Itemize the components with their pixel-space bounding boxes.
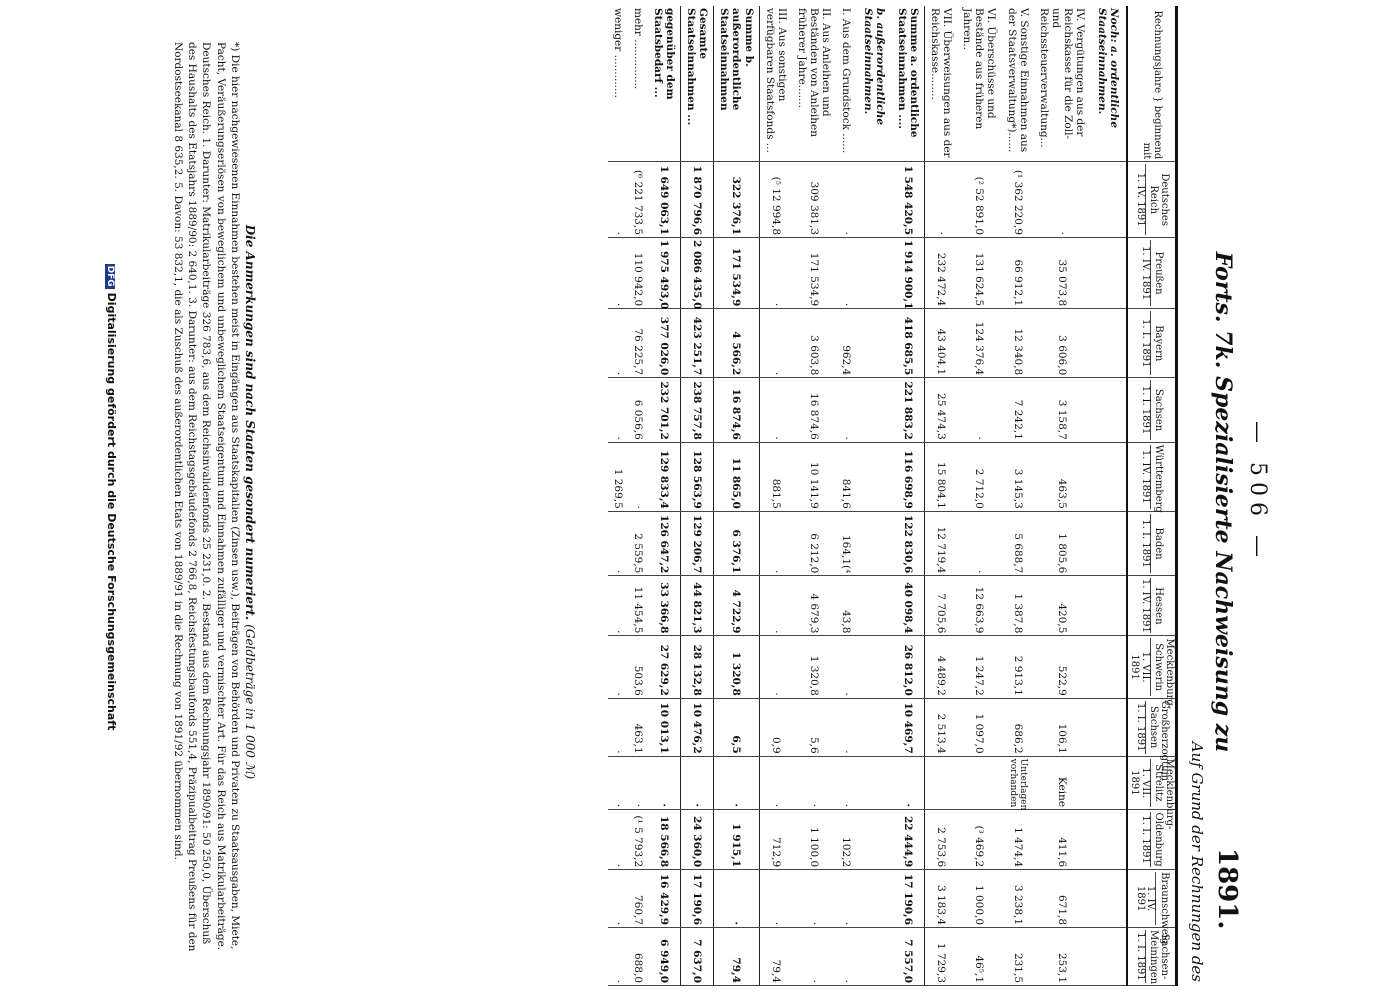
header-state-start: 1. IV. 1891 [1140,445,1152,509]
table-row [628,6,648,986]
table-cell: 232 701,2 [648,378,681,443]
table-cell: 79,4 [714,928,759,986]
notes-heading-text: Die Anmerkungen sind nach Staaten gesondert numeriert. [243,224,257,620]
table-cell: 22 444,9 [892,810,925,870]
header-state-name: Deutsches Reich [1148,173,1170,226]
table-cell: 3 606,0 [1034,309,1090,378]
table-cell: 1 000,0 [957,870,1001,928]
row-label: b. außerordentliche Staatseinnahmen. [856,6,892,162]
table-row [1090,6,1127,986]
table-cell [856,576,892,636]
table-row [925,6,958,986]
star-note: *) Die hier nachgewiesenen Einnahmen bestehen meist in Eingängen aus Staatskapitalien (Zinsen usw.), Beiträgen von Behörden und Privaten zu Staatsausgaben, Miete, Pacht, Veräußerungserlösen von beweglichem und unbeweglichem Staatseigentum und Einnahmen zufälliger und vermischter Art. Für das Reich aus Matrikularbeiträge. [214,42,241,951]
table-cell: 10 141,9 [792,442,836,511]
table-cell [856,870,892,928]
table-cell [856,698,892,756]
table-cell: (⁵ 12 994,8 [759,162,792,238]
table-cell: · [836,378,856,443]
table-cell: 116 698,9 [892,442,925,511]
table-cell: 2 086 435,0 [681,238,714,309]
notes-heading [242,42,258,962]
table-cell: 129 206,7 [681,511,714,576]
table-cell: · [792,756,836,809]
header-state [1127,162,1177,238]
table-cell: (⁶ 221 733,5 [628,162,648,238]
reich-note: Deutsches Reich. 1. Darunter: Matrikularbeiträge 326 783,6, aus dem Reichsinvalidenfonds 25 231,0. 2. Bestand aus dem Rechnungsjahr 1890/91: 50 250,0, Überschuß des Haushalts des Etatsjahrs 1889/90: 2 640,1. 3. Darunter: aus dem Reichstagsgebäudefonds 2 766,8, Reichsfestungsbaufonds 551,4, Präzipualbeitrag Preußens für den Nordostseekanal 8 635,2. 5. Davon: 53 832,1, die als Zuschuß des außerordentlichen Etats von 1889/91 in die Rechnung von 1891/92 übernommen sind. [172,42,213,952]
header-state-name: Braunschweig [1158,872,1170,945]
table-cell: · [608,810,628,870]
table-cell: 1 320,8 [792,636,836,698]
table-cell: 12 340,8 [1002,309,1034,378]
table-cell: 1 320,8 [714,636,759,698]
table-cell: 12 719,4 [925,511,958,576]
header-fiscal-year: Rechnungsjahre } beginnend mit [1127,6,1177,162]
table-cell: · [836,698,856,756]
table-cell: 7 242,1 [1002,378,1034,443]
table-cell: 10 476,2 [681,698,714,756]
table-cell: 1 247,2 [957,636,1001,698]
table-cell: (¹ 362 220,9 [1002,162,1034,238]
table-cell: · [608,238,628,309]
table-cell: 2 559,5 [628,511,648,576]
table-row [856,6,892,986]
header-state-start: 1. I. 1891 [1134,701,1146,754]
table-cell: 102,2 [836,810,856,870]
table-cell: · [608,698,628,756]
table-cell: 129 833,4 [648,442,681,511]
table-cell: 46⁵,1 [957,928,1001,986]
table-cell: 126 647,2 [648,511,681,576]
table-cell: 27 629,2 [648,636,681,698]
row-label: Summe a. ordentliche Staatseinnahmen .... [892,6,925,162]
table-cell: 4 489,2 [925,636,958,698]
table-cell: 1 870 796,6 [681,162,714,238]
table-cell: · [628,756,648,809]
row-label: mehr ............... [628,6,648,162]
table-cell: 309 381,3 [792,162,836,238]
table-cell: 12 663,9 [957,576,1001,636]
table-cell: · [608,511,628,576]
table-cell: 231,5 [1002,928,1034,986]
table-cell: 4 566,2 [714,309,759,378]
table-cell: 1 269,5 [608,442,628,511]
table-cell: 522,9 [1034,636,1090,698]
table-cell: · [608,162,628,238]
table-cell: (¹ 5 793,2 [628,810,648,870]
table-cell: 17 190,6 [681,870,714,928]
table-cell: 17 190,6 [892,870,925,928]
table-cell: · [836,238,856,309]
table-cell: 418 685,5 [892,309,925,378]
header-state-name: Mecklenburg-Schwerin [1153,638,1175,710]
table-cell: · [608,309,628,378]
header-state [1127,238,1177,309]
row-label: Summe b. außerordentliche Staatseinnahmen [714,6,759,162]
header-state-start: 1. IV. 1891 [1140,240,1152,306]
table-cell: 43,8 [836,576,856,636]
table-cell [1090,928,1127,986]
table-cell: · [759,756,792,809]
table-cell: 671,8 [1034,870,1090,928]
page-title: Forts. 7k. Spezialisierte Nachweisung zu [1210,251,1236,753]
row-label: I. Aus dem Grundstock ...... [836,6,856,162]
header-state-start: 1. I. 1891 [1140,514,1152,574]
year-heading: 1891. [1212,848,1242,930]
table-cell: · [608,378,628,443]
finance-table [608,6,1178,986]
table-cell: 79,4 [759,928,792,986]
table-cell: 503,6 [628,636,648,698]
table-cell: 76 225,7 [628,309,648,378]
table-cell: 7 705,6 [925,576,958,636]
row-label: VI. Überschüsse und Bestände aus früheren Jahren.. [957,6,1001,162]
table-cell: · [836,636,856,698]
header-state [1127,576,1177,636]
table-cell: 1 649 063,1 [648,162,681,238]
table-cell: 1 548 420,5 [892,162,925,238]
table-cell: 10 013,1 [648,698,681,756]
table-cell: 712,9 [759,810,792,870]
table-cell: 3 183,4 [925,870,958,928]
table-cell: 43 404,1 [925,309,958,378]
table-cell [1090,698,1127,756]
table-cell: 18 566,8 [648,810,681,870]
table-row [681,6,714,986]
table-cell: · [759,309,792,378]
table-cell [856,928,892,986]
table-cell: · [925,162,958,238]
table-cell: 11 454,5 [628,576,648,636]
row-label: III. Aus sonstigen verfügbaren Staatsfonds ... [759,6,792,162]
header-state-start: 1. IV. 1891 [1134,164,1146,235]
table-cell: 122 830,6 [892,511,925,576]
table-cell: 2 712,0 [957,442,1001,511]
table-cell: Unterlagen vorhanden [1002,756,1034,809]
table-cell: 1 729,3 [925,928,958,986]
table-cell: 688,0 [628,928,648,986]
row-label: gegenüber dem Staatsbedarf ... [648,6,681,162]
header-state-start: 1. IV. 1891 [1134,872,1156,925]
table-cell: · [792,870,836,928]
table-cell: 322 376,1 [714,162,759,238]
table-cell: 2 913,1 [1002,636,1034,698]
table-cell [925,756,958,809]
table-cell: 66 912,1 [1002,238,1034,309]
table-cell: 253,1 [1034,928,1090,986]
header-state [1127,309,1177,378]
table-row [648,6,681,986]
table-cell [856,309,892,378]
table-cell: · [608,928,628,986]
table-cell [1090,378,1127,443]
table-row [714,6,759,986]
table-cell: · [608,870,628,928]
table-cell: 1 100,0 [792,810,836,870]
row-label: V. Sonstige Einnahmen aus der Staatsverwaltung*)...... [1002,6,1034,162]
row-label: weniger ............. [608,6,628,162]
table-cell [1090,636,1127,698]
row-label: VII. Überweisungen aus der Reichskasse........ [925,6,958,162]
table-cell [856,756,892,809]
table-cell: · [759,238,792,309]
table-cell: 11 865,0 [714,442,759,511]
header-state-name: Baden [1153,527,1165,560]
table-cell: 686,2 [1002,698,1034,756]
header-state-name: Sachsen-Meiningen [1148,930,1170,985]
table-cell [856,378,892,443]
table-cell: · [714,756,759,809]
notes-heading-sub: (Geldbeträge in 1 000 ℳ) [243,624,257,780]
table-row [759,6,792,986]
row-label: Noch: a. ordentliche Staatseinnahmen. [1090,6,1127,162]
table-cell: · [836,756,856,809]
table-row [957,6,1001,986]
table-cell: 2 513,4 [925,698,958,756]
table-cell: 377 026,0 [648,309,681,378]
table-cell: 25 474,3 [925,378,958,443]
header-state [1127,442,1177,511]
table-cell: · [957,378,1001,443]
table-row [1034,6,1090,986]
table-cell: 15 804,1 [925,442,958,511]
table-cell: 24 360,0 [681,810,714,870]
table-cell: 16 874,6 [792,378,836,443]
table-cell: · [608,636,628,698]
table-cell: 1 914 900,1 [892,238,925,309]
table-cell: 6 949,0 [648,928,681,986]
table-cell [856,238,892,309]
rotated-document [98,2,1278,992]
table-cell: 0,9 [759,698,792,756]
table-cell: 1 975 493,0 [648,238,681,309]
table-row [792,6,836,986]
table-cell: · [759,378,792,443]
table-cell: 26 812,0 [892,636,925,698]
table-cell: · [648,756,681,809]
header-state-start: 1. VII. 1891 [1129,638,1151,695]
header-state-start: 1. IV. 1891 [1140,578,1151,633]
table-cell: 5,6 [792,698,836,756]
table-cell: 420,5 [1034,576,1090,636]
header-state [1127,756,1177,830]
table-cell: 6 056,6 [628,378,648,443]
table-cell: 164,1(⁴ [836,511,856,576]
footnotes [171,42,258,962]
footer-text: Digitalisierung gefördert durch die Deutsche Forschungsgemeinschaft [105,292,118,731]
table-cell: 6 376,1 [714,511,759,576]
header-state [1127,870,1177,945]
header-state-name: Mecklenburg-Strelitz [1153,758,1175,830]
table-row [1002,6,1034,986]
table-cell: 110 942,0 [628,238,648,309]
table-header-row [1127,6,1177,986]
table-cell: 2 753,6 [925,810,958,870]
header-state [1127,698,1177,782]
table-cell: (³ 469,2 [957,810,1001,870]
header-state [1127,928,1177,986]
header-state-name: Württemberg [1153,444,1165,513]
header-state-start: 1. I. 1891 [1140,812,1152,867]
table-cell [1090,162,1127,238]
table-cell: · [759,576,792,636]
table-cell: · [892,756,925,809]
table-cell: 128 563,9 [681,442,714,511]
table-cell: · [792,928,836,986]
table-row [608,6,628,986]
table-cell: 962,4 [836,309,856,378]
table-cell: 124 376,4 [957,309,1001,378]
footer-credit [105,2,118,992]
table-cell: 232 472,4 [925,238,958,309]
table-cell: 131 624,5 [957,238,1001,309]
table-cell: 3 603,8 [792,309,836,378]
table-cell: 3 238,1 [1002,870,1034,928]
header-state-start: 1. VII. 1891 [1129,759,1151,807]
table-cell: 4 722,9 [714,576,759,636]
table-cell [856,511,892,576]
table-cell: · [759,511,792,576]
table-cell: 463,5 [1034,442,1090,511]
table-cell: 881,5 [759,442,792,511]
header-state-name: Oldenburg [1153,812,1165,867]
table-cell: 40 098,4 [892,576,925,636]
page-number: — 506 — [1245,421,1270,563]
table-cell: · [681,756,714,809]
table-cell: 221 883,2 [892,378,925,443]
table-cell: 106,1 [1034,698,1090,756]
table-cell: 10 469,7 [892,698,925,756]
table-cell: 28 132,8 [681,636,714,698]
table-cell [1090,576,1127,636]
table-cell: Keine [1034,756,1090,809]
table-cell: 1 097,0 [957,698,1001,756]
header-state [1127,511,1177,576]
table-cell: (² 52 891,0 [957,162,1001,238]
table-cell: 1 387,8 [1002,576,1034,636]
dfg-logo: DFG [105,265,115,287]
table-cell: 1 915,1 [714,810,759,870]
header-state [1127,636,1177,710]
table-cell: 411,6 [1034,810,1090,870]
header-state-start: 1. I. 1891 [1140,311,1152,375]
header-state-name: Großherzogtum Sachsen [1148,700,1170,782]
table-cell: · [628,442,648,511]
table-cell: · [957,511,1001,576]
table-cell: 6 212,0 [792,511,836,576]
table-cell: 35 073,8 [1034,238,1090,309]
table-cell [1090,238,1127,309]
table-cell: 4 679,3 [792,576,836,636]
header-state-start: 1. I. 1891 [1140,380,1152,440]
table-cell: 16 874,6 [714,378,759,443]
row-label: IV. Vergütungen aus der Reichskasse für die Zoll- und Reichssteuerverwaltung... [1034,6,1090,162]
table-cell: 3 145,3 [1002,442,1034,511]
table-cell [1090,756,1127,809]
table-cell: 171 534,9 [714,238,759,309]
table-row [836,6,856,986]
table-cell: 3 158,7 [1034,378,1090,443]
table-cell: · [759,870,792,928]
table-cell [1090,511,1127,576]
table-cell: 423 251,7 [681,309,714,378]
table-cell [856,442,892,511]
row-label: II. Aus Anleihen und Beständen von Anleihen früherer Jahre....... [792,6,836,162]
table-cell: 33 366,8 [648,576,681,636]
table-cell: · [714,870,759,928]
table-cell: · [836,870,856,928]
table-cell: 44 821,3 [681,576,714,636]
table-cell: · [759,636,792,698]
table-cell: 7 557,0 [892,928,925,986]
table-cell [957,756,1001,809]
table-row [892,6,925,986]
table-cell: 463,1 [628,698,648,756]
table-cell [1090,810,1127,870]
table-cell: · [608,576,628,636]
header-state-name: Bayern [1153,325,1165,362]
table-cell: 238 757,8 [681,378,714,443]
table-cell: 171 534,9 [792,238,836,309]
table-cell [856,162,892,238]
table-cell: · [836,928,856,986]
table-cell: · [1034,162,1090,238]
table-cell: · [608,756,628,809]
table-cell [856,810,892,870]
header-state [1127,378,1177,443]
page-subtitle: Auf Grund der Rechnungen des [1188,741,1206,982]
table-cell: 6,5 [714,698,759,756]
header-state-name: Hessen [1153,587,1165,625]
table-cell: 16 429,9 [648,870,681,928]
table-cell: 1 474,4 [1002,810,1034,870]
header-state-name: Sachsen [1153,388,1165,432]
header-state-start: 1. I. 1891 [1134,930,1146,983]
table-cell: 841,6 [836,442,856,511]
table-cell: 7 637,0 [681,928,714,986]
table-cell: 760,7 [628,870,648,928]
table-cell [1090,870,1127,928]
table-cell: 1 805,6 [1034,511,1090,576]
table-cell: 5 688,7 [1002,511,1034,576]
row-label: Gesamte Staatseinnahmen ... [681,6,714,162]
table-cell: · [836,162,856,238]
table-cell [1090,442,1127,511]
table-cell [856,636,892,698]
table-cell [1090,309,1127,378]
header-state-name: Preußen [1153,251,1165,295]
